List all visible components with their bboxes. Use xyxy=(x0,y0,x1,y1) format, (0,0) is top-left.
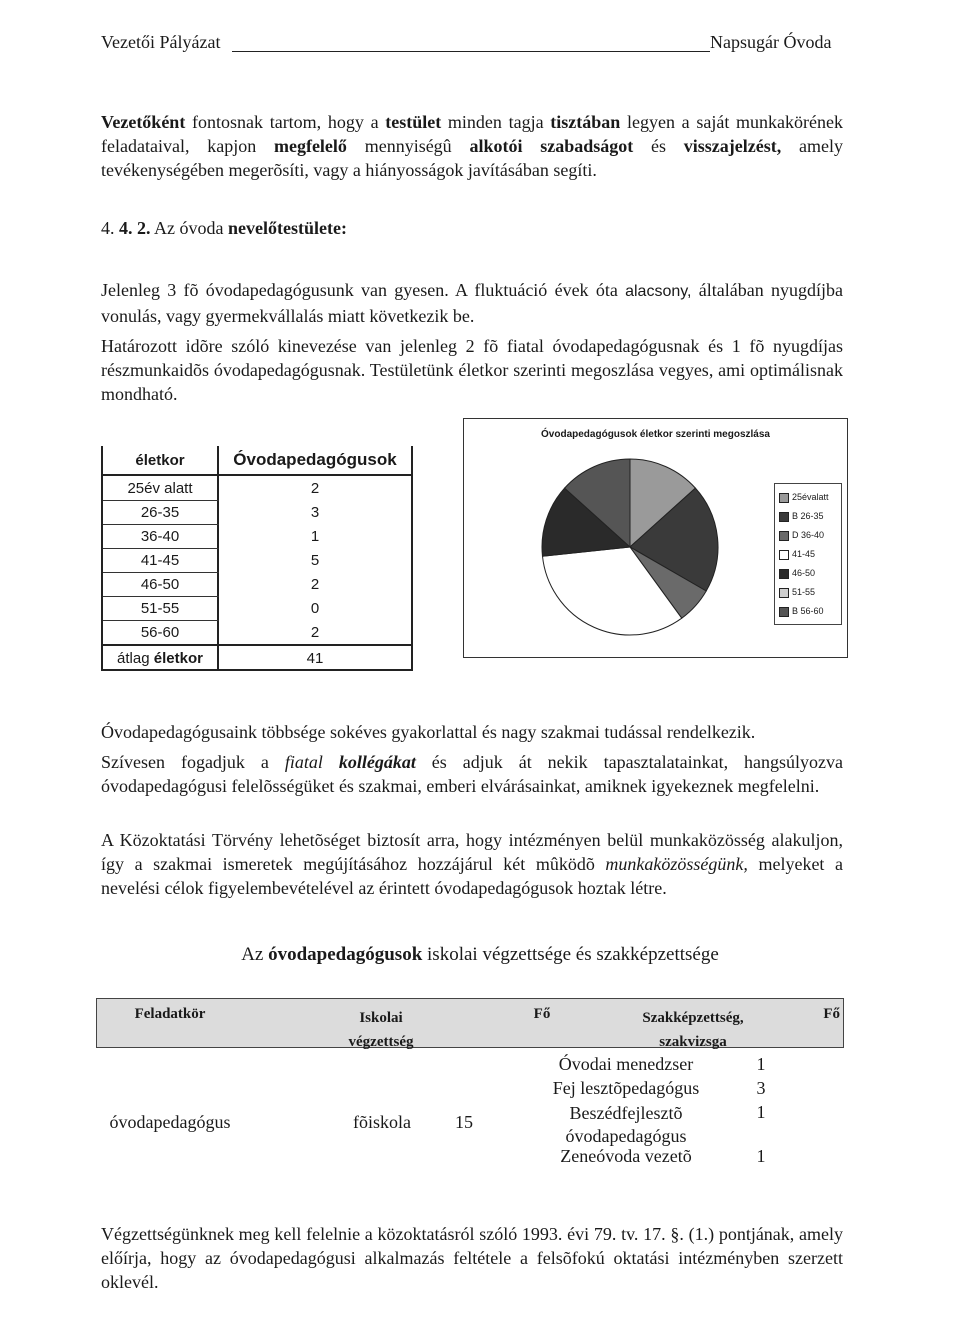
legend-swatch xyxy=(779,493,789,503)
pie-svg xyxy=(530,457,730,637)
legend-item xyxy=(779,509,824,523)
legend-label: B 26-35 xyxy=(792,511,824,521)
legend-label: 25évalatt xyxy=(792,492,829,502)
legend-swatch xyxy=(779,550,789,560)
table-row-value: 0 xyxy=(310,600,320,617)
qualification-count: 1 xyxy=(756,1146,766,1166)
header-qual-count: Fő xyxy=(823,1006,840,1022)
header-education: Iskolai végzettség xyxy=(348,1010,414,1050)
paragraph-appointments: Határozott idõre szóló kinevezése van jelenleg 2 fõ fiatal óvodapedagógusnak és 1 fõ nyugdíjas részmunkaidõs óvodapedagógusnak. Testületünk életkor szerinti megoszlása vegyes, ami optimálisnak mondható. xyxy=(101,336,843,404)
header-role: Feladatkör xyxy=(134,1006,206,1022)
table-row: 46-50 xyxy=(140,576,180,593)
table-row: 56-60 xyxy=(140,624,180,641)
legend-swatch xyxy=(779,607,789,617)
count-cell: 15 xyxy=(455,1112,473,1132)
table-row: 51-55 xyxy=(140,600,180,617)
qualification-item: Fej lesztõpedagógus xyxy=(552,1078,700,1098)
table-row: 25év alatt xyxy=(127,480,193,497)
table-row: 36-40 xyxy=(140,528,180,545)
legend-item xyxy=(779,490,829,504)
table-row-value: 1 xyxy=(310,528,320,545)
header-rule xyxy=(232,51,710,52)
average-age-label: átlag életkor xyxy=(117,650,203,667)
legend-swatch xyxy=(779,531,789,541)
table-row-value: 3 xyxy=(310,504,320,521)
paragraph-legal: Végzettségünknek meg kell felelnie a közoktatásról szóló 1993. évi 79. tv. 17. §. (1.) pontjának, amely előírja, hogy az óvodapedagógusi alkalmazás feltétele a felsõfokú oktatási intézményben szerzett oklevél. xyxy=(101,1224,843,1292)
legend-item xyxy=(779,585,815,599)
education-cell: fõiskola xyxy=(353,1112,411,1132)
header-right: Napsugár Óvoda xyxy=(710,32,832,52)
table-row-value: 2 xyxy=(310,576,320,593)
header-count: Fő xyxy=(533,1006,551,1022)
paragraph-fluctuation: Jelenleg 3 fõ óvodapedagógusunk van gyesen. A fluktuáció évek óta alacsony, általában nyugdíjba vonulás, vagy gyermekvállalás miatt következik be. xyxy=(101,280,843,326)
average-age-value: 41 xyxy=(306,650,324,667)
table-row: 41-45 xyxy=(140,552,180,569)
qualification-count: 3 xyxy=(756,1078,766,1098)
header-qualification: Szakképzettség, szakvizsga xyxy=(642,1010,744,1050)
qualification-item: Beszédfejlesztõ óvodapedagógus xyxy=(565,1103,687,1146)
legend-label: 46-50 xyxy=(792,568,816,578)
qualification-item: Zeneóvoda vezetõ xyxy=(560,1146,692,1166)
role-cell: óvodapedagógus xyxy=(109,1112,231,1132)
qualification-item: Óvodai menedzser xyxy=(558,1054,694,1074)
table-row-value: 2 xyxy=(310,480,320,497)
count-header: Óvodapedagógusok xyxy=(233,450,397,469)
legend-item xyxy=(779,604,824,618)
age-header: életkor xyxy=(135,452,185,469)
chart-title: Óvodapedagógusok életkor szerinti megoszlása xyxy=(541,429,770,440)
header-left: Vezetői Pályázat xyxy=(101,32,221,52)
table-row-value: 2 xyxy=(310,624,320,641)
paragraph-experience: Óvodapedagógusaink többsége sokéves gyakorlattal és nagy szakmai tudással rendelkezik. xyxy=(101,722,756,742)
table-row: 26-35 xyxy=(140,504,180,521)
legend-item xyxy=(779,566,815,580)
legend-item xyxy=(779,547,815,561)
section-heading: 4. 4. 2. Az óvoda nevelőtestülete: xyxy=(101,218,347,238)
legend-swatch xyxy=(779,512,789,522)
qualification-table xyxy=(96,998,844,1170)
legend-label: 51-55 xyxy=(792,587,816,597)
legend-label: 41-45 xyxy=(792,549,816,559)
qualification-count: 1 xyxy=(756,1054,766,1074)
legend-item xyxy=(779,528,824,542)
legend-label: D 36-40 xyxy=(792,530,825,540)
age-pie-chart xyxy=(463,418,848,658)
table-row-value: 5 xyxy=(310,552,320,569)
legend-swatch xyxy=(779,588,789,598)
legend-label: B 56-60 xyxy=(792,606,824,616)
paragraph-welcome: Szívesen fogadjuk a fiatal kollégákat és adjuk át nekik tapasztalatainkat, hangsúlyozva óvodapedagógusi felelõsségüket és szakmai, emberi elvárásainkat, amiknek igyekeznek megfelelni. xyxy=(101,752,844,796)
qualification-count: 1 xyxy=(756,1102,766,1122)
paragraph-working-groups: A Közoktatási Törvény lehetõséget biztosít arra, hogy intézményen belül munkaközösség alakuljon, így a szakmai ismeretek megújításához hozzájárul két mûködõ munkaközösségünk, melyeket a nevelési célok figyelembevételével az érintett óvodapedagógusok hoztak létre. xyxy=(101,830,843,898)
qualification-table-title: Az óvodapedagógusok iskolai végzettsége és szakképzettsége xyxy=(241,944,719,965)
age-distribution-table xyxy=(101,446,413,671)
legend-swatch xyxy=(779,569,789,579)
paragraph-leadership: Vezetőként fontosnak tartom, hogy a testület minden tagja tisztában legyen a saját munkakörének feladataival, kapjon megfelelő mennyiségû alkotói szabadságot és visszajelzést, amely tevékenységében megerõsíti, vagy a hiányosságok javításában segíti. xyxy=(101,112,843,180)
chart-legend xyxy=(774,483,842,625)
